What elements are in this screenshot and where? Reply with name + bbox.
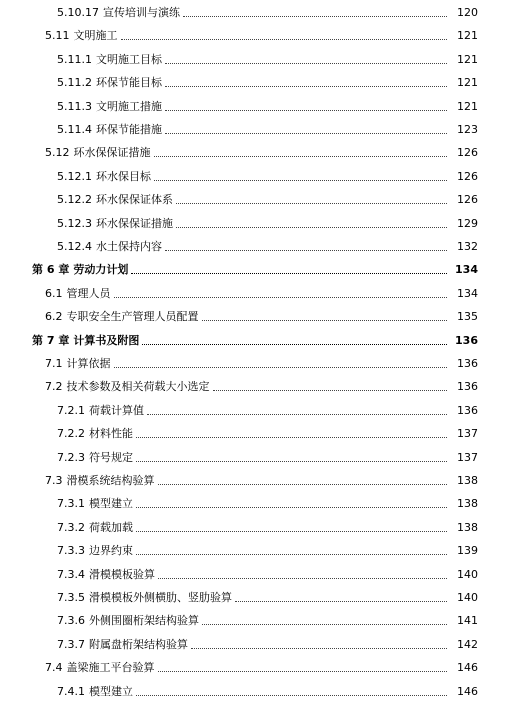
- toc-entry-number: 7.3.5: [57, 591, 85, 604]
- toc-entry-label: [57, 123, 162, 137]
- dot-leader: [136, 507, 447, 508]
- toc-entry-title: 文明施工: [73, 29, 118, 43]
- toc-entry-title: 边界约束: [89, 544, 133, 558]
- toc-entry-title: 计算书及附图: [73, 333, 140, 347]
- toc-entry-page-number: 135: [457, 310, 478, 324]
- toc-entry-title: 滑模系统结构验算: [66, 474, 155, 487]
- toc-entry[interactable]: [0, 470, 510, 488]
- toc-entry[interactable]: [0, 2, 510, 20]
- toc-entry[interactable]: [0, 493, 510, 511]
- dot-leader: [142, 344, 447, 345]
- toc-entry-page-number: 136: [457, 403, 478, 417]
- toc-entry-title: 模型建立: [89, 497, 133, 511]
- dot-leader: [154, 156, 448, 157]
- toc-entry-label: [57, 100, 162, 114]
- toc-entry[interactable]: [0, 353, 510, 371]
- toc-entry-number: 7.1: [45, 357, 63, 370]
- toc-entry-number: 7.3.4: [57, 567, 85, 581]
- dot-leader: [136, 461, 447, 462]
- toc-entry-number: 5.12.1: [57, 169, 92, 183]
- toc-entry-page-number: 121: [457, 29, 478, 43]
- dot-leader: [213, 390, 448, 391]
- dot-leader: [147, 414, 447, 415]
- toc-entry-number: 5.11.3: [57, 99, 92, 113]
- toc-entry-page-number: 141: [457, 614, 478, 628]
- toc-entry-label: [57, 76, 162, 90]
- dot-leader: [202, 320, 448, 321]
- toc-entry-title: 计算依据: [66, 357, 111, 370]
- toc-entry-page-number: 139: [457, 544, 478, 558]
- dot-leader: [176, 227, 447, 228]
- toc-entry[interactable]: [0, 283, 510, 301]
- toc-entry[interactable]: [0, 306, 510, 324]
- toc-entry-page-number: 138: [457, 497, 478, 511]
- toc-entry-page-number: 121: [457, 52, 478, 66]
- toc-entry[interactable]: [0, 189, 510, 207]
- toc-entry-label: [45, 357, 111, 371]
- toc-entry[interactable]: [0, 657, 510, 675]
- toc-entry[interactable]: [0, 540, 510, 558]
- toc-entry-label: [57, 217, 173, 231]
- toc-entry-number: 5.11.4: [57, 123, 92, 136]
- toc-entry-label: [57, 568, 155, 582]
- toc-entry-label: [57, 240, 162, 254]
- toc-entry-label: [57, 451, 133, 465]
- toc-entry-title: 文明施工措施: [96, 99, 162, 113]
- toc-entry-label: [45, 380, 210, 394]
- toc-entry-number: 第 6 章: [32, 263, 70, 277]
- toc-entry-label: [57, 638, 188, 652]
- toc-entry-title: 技术参数及相关荷载大小选定: [66, 380, 210, 394]
- toc-entry[interactable]: [0, 236, 510, 254]
- toc-entry-page-number: 138: [457, 520, 478, 534]
- toc-entry-number: 5.12.3: [57, 216, 92, 230]
- dot-leader: [121, 39, 448, 40]
- toc-entry-title: 附属盘桁架结构验算: [89, 637, 188, 651]
- dot-leader: [158, 484, 448, 485]
- dot-leader: [165, 86, 447, 87]
- dot-leader: [165, 250, 447, 251]
- toc-entry-label: [57, 53, 162, 67]
- toc-entry[interactable]: [0, 25, 510, 43]
- dot-leader: [158, 671, 448, 672]
- toc-entry-page-number: 126: [457, 169, 478, 183]
- toc-entry-page-number: 123: [457, 123, 478, 136]
- toc-entry-label: [57, 404, 144, 418]
- toc-entry-label: [45, 661, 155, 675]
- dot-leader: [191, 648, 447, 649]
- toc-entry-page-number: 140: [457, 567, 478, 581]
- toc-entry-title: 外侧围圈桁架结构验算: [89, 614, 199, 628]
- toc-entry-label: [57, 427, 133, 441]
- toc-entry-number: 7.3.3: [57, 544, 85, 558]
- toc-entry[interactable]: [0, 400, 510, 418]
- toc-entry-number: 7.3.2: [57, 520, 85, 534]
- toc-entry[interactable]: [0, 119, 510, 137]
- toc-entry-title: 环水保保证体系: [96, 193, 173, 207]
- toc-entry-label: [45, 474, 155, 488]
- toc-entry-title: 滑模模板外侧横肋、竖肋验算: [89, 591, 232, 604]
- toc-entry-page-number: 132: [457, 240, 478, 253]
- toc-entry-page-number: 136: [457, 357, 478, 370]
- dot-leader: [136, 695, 447, 696]
- dot-leader: [165, 110, 447, 111]
- toc-entry-title: 环水保保证措施: [73, 146, 151, 160]
- toc-entry[interactable]: [0, 213, 510, 231]
- toc-entry-page-number: 146: [457, 661, 478, 675]
- toc-entry-title: 管理人员: [66, 286, 111, 300]
- toc-entry-number: 6.2: [45, 310, 63, 324]
- toc-entry-page-number: 126: [457, 193, 478, 207]
- toc-entry-number: 7.2: [45, 380, 63, 394]
- dot-leader: [235, 601, 447, 602]
- toc-entry-title: 环保节能目标: [96, 76, 162, 90]
- toc-chapter-entry[interactable]: [0, 330, 510, 348]
- toc-entry[interactable]: [0, 96, 510, 114]
- toc-entry-title: 文明施工目标: [96, 52, 162, 66]
- toc-entry-page-number: 138: [457, 474, 478, 487]
- toc-entry-number: 第 7 章: [32, 333, 70, 347]
- toc-entry-title: 水土保持内容: [96, 240, 162, 253]
- toc-entry-title: 专职安全生产管理人员配置: [66, 310, 199, 324]
- toc-entry[interactable]: [0, 49, 510, 67]
- toc-entry-page-number: 136: [455, 333, 478, 347]
- dot-leader: [136, 554, 447, 555]
- toc-entry-title: 荷载加载: [89, 520, 133, 534]
- toc-entry-label: [45, 146, 151, 160]
- toc-entry-title: 符号规定: [89, 450, 133, 464]
- dot-leader: [136, 531, 447, 532]
- dot-leader: [158, 578, 447, 579]
- toc-entry-page-number: 136: [457, 380, 478, 394]
- dot-leader: [114, 297, 448, 298]
- toc-entry-number: 7.3.1: [57, 497, 85, 511]
- toc-entry-page-number: 137: [457, 450, 478, 464]
- toc-entry[interactable]: [0, 447, 510, 465]
- toc-entry-title: 模型建立: [89, 684, 133, 698]
- toc-entry-number: 5.11.2: [57, 76, 92, 90]
- toc-entry-page-number: 140: [457, 591, 478, 604]
- toc-entry-number: 6.1: [45, 286, 63, 300]
- toc-entry-page-number: 126: [457, 146, 478, 160]
- dot-leader: [202, 624, 447, 625]
- dot-leader: [114, 367, 448, 368]
- toc-entry-label: [45, 310, 199, 324]
- toc-entry-page-number: 142: [457, 637, 478, 651]
- dot-leader: [165, 133, 447, 134]
- dot-leader: [165, 63, 447, 64]
- toc-entry-number: 7.4: [45, 661, 63, 675]
- toc-entry-title: 环保节能措施: [96, 123, 162, 136]
- toc-entry-number: 5.11.1: [57, 52, 92, 66]
- dot-leader: [183, 16, 447, 17]
- dot-leader: [154, 180, 447, 181]
- toc-entry-page-number: 146: [457, 684, 478, 698]
- toc-entry-title: 环水保保证措施: [96, 216, 173, 230]
- toc-entry-title: 宣传培训与演练: [103, 6, 180, 19]
- toc-entry-label: [57, 170, 151, 184]
- toc-entry[interactable]: [0, 517, 510, 535]
- toc-entry[interactable]: [0, 376, 510, 394]
- toc-entry-number: 7.4.1: [57, 684, 85, 698]
- dot-leader: [136, 437, 447, 438]
- toc-entry-number: 7.3.7: [57, 637, 85, 651]
- toc-entry-number: 7.2.1: [57, 403, 85, 417]
- toc-entry-label: [45, 287, 111, 301]
- toc-entry-label: [57, 6, 180, 20]
- toc-entry-label: [57, 497, 133, 511]
- toc-entry-number: 5.12.2: [57, 193, 92, 207]
- toc-entry-page-number: 134: [457, 286, 478, 300]
- toc-entry-number: 5.10.17: [57, 6, 99, 19]
- toc-entry-label: [57, 591, 232, 605]
- toc-entry-number: 7.3: [45, 474, 63, 487]
- toc-entry[interactable]: [0, 72, 510, 90]
- toc-entry[interactable]: [0, 423, 510, 441]
- toc-entry-label: [32, 334, 139, 348]
- toc-entry[interactable]: [0, 564, 510, 582]
- toc-entry-page-number: 121: [457, 76, 478, 90]
- toc-entry[interactable]: [0, 587, 510, 605]
- toc-entry-number: 5.11: [45, 29, 70, 43]
- toc-entry-number: 7.2.2: [57, 427, 85, 441]
- toc-entry[interactable]: [0, 681, 510, 699]
- toc-entry[interactable]: [0, 166, 510, 184]
- toc-entry-label: [45, 29, 118, 43]
- toc-entry-page-number: 129: [457, 216, 478, 230]
- toc-entry-label: [57, 544, 133, 558]
- toc-entry-title: 滑模模板验算: [89, 567, 155, 581]
- toc-entry[interactable]: [0, 634, 510, 652]
- toc-entry-label: [57, 521, 133, 535]
- toc-entry[interactable]: [0, 610, 510, 628]
- toc-entry[interactable]: [0, 142, 510, 160]
- toc-entry-label: [57, 193, 173, 207]
- toc-entry-title: 劳动力计划: [73, 263, 129, 277]
- toc-entry-page-number: 134: [455, 263, 478, 277]
- toc-entry-label: [32, 263, 128, 277]
- toc-entry-title: 荷载计算值: [89, 403, 144, 417]
- toc-entry-number: 7.2.3: [57, 450, 85, 464]
- toc-entry-page-number: 137: [457, 427, 478, 441]
- toc-entry-label: [57, 685, 133, 699]
- toc-entry-page-number: 120: [457, 6, 478, 19]
- toc-entry-title: 材料性能: [89, 427, 133, 441]
- toc-chapter-entry[interactable]: [0, 259, 510, 277]
- toc-entry-title: 盖梁施工平台验算: [66, 661, 155, 675]
- dot-leader: [131, 273, 447, 274]
- toc-entry-title: 环水保目标: [96, 169, 151, 183]
- toc-entry-page-number: 121: [457, 99, 478, 113]
- toc-entry-number: 5.12.4: [57, 240, 92, 253]
- dot-leader: [176, 203, 447, 204]
- toc-entry-label: [57, 614, 199, 628]
- toc-entry-number: 5.12: [45, 146, 70, 160]
- toc-entry-number: 7.3.6: [57, 614, 85, 628]
